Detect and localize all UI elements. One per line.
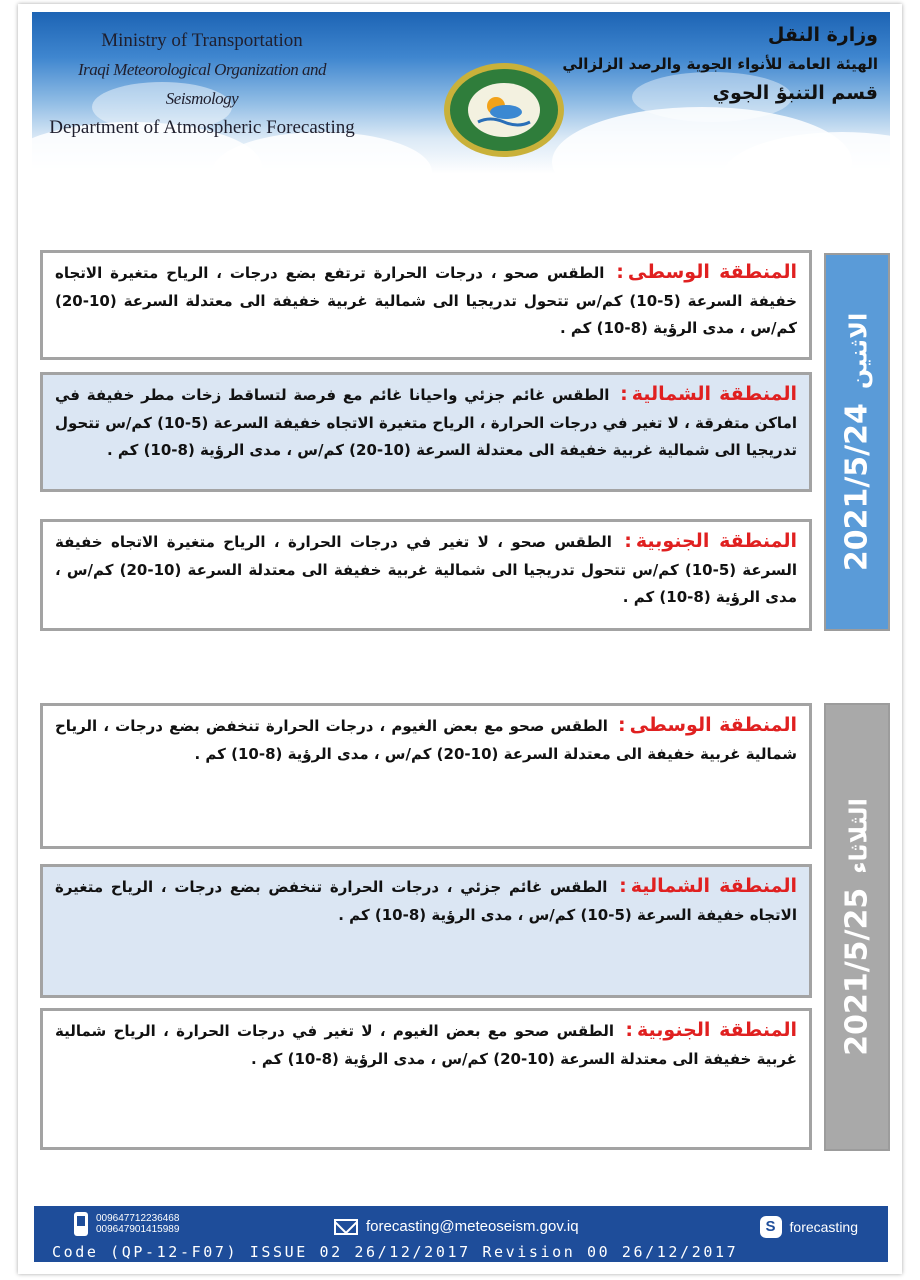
department-name-ar: قسم التنبؤ الجوي [712, 82, 878, 104]
phone-number-2: 009647901415989 [96, 1224, 180, 1235]
forecast-box-day2-central: المنطقة الوسطى: الطقس صحو مع بعض الغيوم ، درجات الحرارة تنخفض بضع درجات ، الرياح شمالية غربية خفيفة الى معتدلة السرعة (10-20) كم/س ، مدى الرؤية (8-10) كم . [40, 703, 812, 849]
forecast-box-day2-south: المنطقة الجنوبية: الطقس صحو مع بعض الغيوم ، لا تغير في درجات الحرارة ، الرياح شمالية غربية خفيفة الى معتدلة السرعة (10-20) كم/س ، مدى الرؤية (8-10) كم . [40, 1008, 812, 1150]
skype-handle[interactable]: forecasting [789, 1219, 858, 1235]
day-date-2: 2021/5/25 [839, 887, 875, 1056]
forecast-text: الطقس غائم جزئي ، درجات الحرارة تنخفض بضع درجات ، الرياح متغيرة الاتجاه خفيفة السرعة (5-10) كم/س ، مدى الرؤية (8-10) كم . [55, 878, 797, 924]
region-label: المنطقة الشمالية [631, 383, 797, 405]
footer-phones [74, 1212, 179, 1236]
organization-name-ar: الهيئة العامة للأنواء الجوية والرصد الزلزالي [562, 55, 878, 73]
department-name-en: Department of Atmospheric Forecasting [49, 117, 355, 138]
day-tab-1 [824, 253, 890, 631]
footer-email[interactable] [334, 1218, 579, 1235]
ministry-name-en: Ministry of Transportation [101, 30, 303, 51]
phone-icon [74, 1212, 88, 1236]
phone-number-1: 009647712236468 [96, 1213, 180, 1224]
organization-name-en: Iraqi Meteorological Organization and Seismology [78, 60, 326, 108]
header-banner [32, 12, 890, 174]
forecast-box-day2-north: المنطقة الشمالية: الطقس غائم جزئي ، درجات الحرارة تنخفض بضع درجات ، الرياح متغيرة الاتجاه خفيفة السرعة (5-10) كم/س ، مدى الرؤية (8-10) كم . [40, 864, 812, 998]
day-label-1 [840, 313, 875, 571]
forecast-box-day1-central: المنطقة الوسطى: الطقس صحو ، درجات الحرارة ترتفع بضع درجات ، الرياح متغيرة الاتجاه خفيفة السرعة (5-10) كم/س تتحول تدريجيا الى شمالية غربية خفيفة الى معتدلة السرعة (10-20) كم/س ، مدى الرؤية (8-10) كم . [40, 250, 812, 360]
region-label: المنطقة الوسطى [629, 714, 797, 736]
mail-icon [334, 1219, 358, 1235]
forecast-text: الطقس صحو ، لا تغير في درجات الحرارة ، الرياح متغيرة الاتجاه خفيفة السرعة (5-10) كم/س تتحول تدريجيا الى شمالية غربية خفيفة الى معتدلة السرعة (10-20) كم/س ، مدى الرؤية (8-10) كم . [55, 533, 797, 606]
footer-bar [34, 1206, 888, 1262]
day-date-1: 2021/5/24 [839, 403, 875, 572]
day-name-1: الاثنين [844, 312, 873, 390]
forecast-text: الطقس صحو ، درجات الحرارة ترتفع بضع درجات ، الرياح متغيرة الاتجاه خفيفة السرعة (5-10) كم/س تتحول تدريجيا الى شمالية غربية خفيفة الى معتدلة السرعة (10-20) كم/س ، مدى الرؤية (8-10) كم . [55, 264, 797, 337]
region-label: المنطقة الوسطى [627, 261, 797, 283]
day-tab-2 [824, 703, 890, 1151]
email-link[interactable]: forecasting@meteoseism.gov.iq [366, 1218, 579, 1235]
footer-skype[interactable] [760, 1216, 858, 1238]
forecast-text: الطقس صحو مع بعض الغيوم ، درجات الحرارة تنخفض بضع درجات ، الرياح شمالية غربية خفيفة الى معتدلة السرعة (10-20) كم/س ، مدى الرؤية (8-10) كم . [55, 717, 797, 763]
region-label: المنطقة الجنوبية [635, 530, 797, 552]
header-arabic [548, 20, 878, 108]
forecast-text: الطقس غائم جزئي واحيانا غائم مع فرصة لتساقط زخات مطر خفيفة في اماكن متفرقة ، لا تغير في درجات الحرارة ، الرياح متغيرة الاتجاه خفيفة السرعة (5-10) كم/س تتحول تدريجيا الى شمالية غربية خفيفة الى معتدلة السرعة (10-20) كم/س ، مدى الرؤية (8-10) كم . [55, 386, 797, 459]
region-label: المنطقة الجنوبية [637, 1019, 797, 1041]
ministry-name-ar: وزارة النقل [767, 24, 878, 46]
region-label: المنطقة الشمالية [630, 875, 798, 897]
day-name-2: الثلاثاء [844, 798, 873, 874]
header-english [42, 26, 362, 142]
day-label-2 [840, 798, 875, 1056]
document-code: Code (QP-12-F07) ISSUE 02 26/12/2017 Revision 00 26/12/2017 [52, 1243, 739, 1261]
forecast-box-day1-north: المنطقة الشمالية: الطقس غائم جزئي واحيانا غائم مع فرصة لتساقط زخات مطر خفيفة في اماكن متفرقة ، لا تغير في درجات الحرارة ، الرياح متغيرة الاتجاه خفيفة السرعة (5-10) كم/س تتحول تدريجيا الى شمالية غربية خفيفة الى معتدلة السرعة (10-20) كم/س ، مدى الرؤية (8-10) كم . [40, 372, 812, 492]
skype-icon: S [760, 1216, 782, 1238]
forecast-text: الطقس صحو مع بعض الغيوم ، لا تغير في درجات الحرارة ، الرياح شمالية غربية خفيفة الى معتدلة السرعة (10-20) كم/س ، مدى الرؤية (8-10) كم . [55, 1022, 797, 1068]
forecast-box-day1-south: المنطقة الجنوبية: الطقس صحو ، لا تغير في درجات الحرارة ، الرياح متغيرة الاتجاه خفيفة السرعة (5-10) كم/س تتحول تدريجيا الى شمالية غربية خفيفة الى معتدلة السرعة (10-20) كم/س ، مدى الرؤية (8-10) كم . [40, 519, 812, 631]
